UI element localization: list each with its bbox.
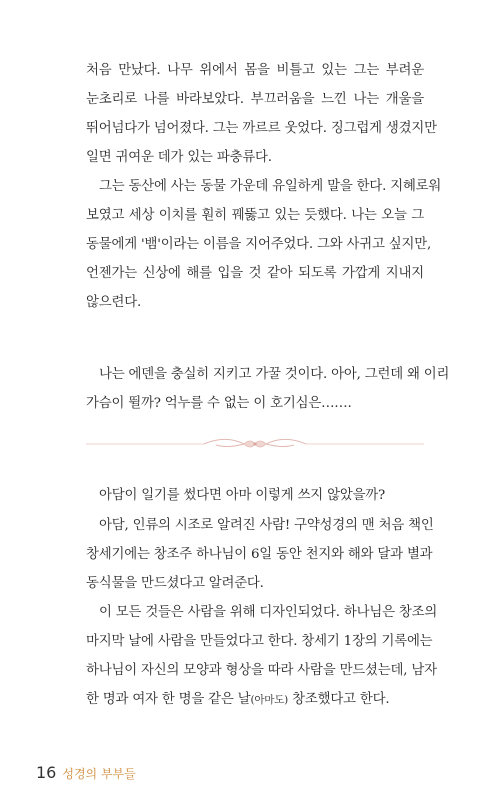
- page-number: 16: [36, 763, 57, 782]
- text-line: [86, 685, 424, 715]
- paragraph-5: [86, 511, 434, 598]
- text-line: 그는 동산에 사는 동물 가운데 유일하게 말을 한다. 지혜로워: [99, 179, 442, 194]
- paragraph-4: [86, 481, 424, 510]
- text-line: 동물에게 '뱀'이라는 이름을 지어주었다. 그와 사귀고 싶지만,: [86, 237, 432, 252]
- running-title: 성경의 부부들: [62, 767, 136, 781]
- text-line: 아담, 인류의 시조로 알려진 사람! 구약성경의 맨 처음 책인: [99, 518, 434, 533]
- paragraph-2: [86, 172, 442, 317]
- text-line: 눈초리로 나를 바라보았다. 부끄러움을 느낀 나는 개울을: [86, 92, 424, 107]
- page-footer: [36, 763, 136, 785]
- paragraph-1: [86, 56, 437, 172]
- text-line: 뛰어넘다가 넘어졌다. 그는 까르르 웃었다. 징그럽게 생겼지만: [86, 121, 437, 136]
- text-span: 한 명과 여자 한 명을 같은 날: [86, 692, 251, 707]
- text-line: 마지막 날에 사람을 만들었다고 한다. 창세기 1장의 기록에는: [86, 634, 433, 649]
- text-line: 나는 에덴을 충실히 지키고 가꿀 것이다. 아아, 그런데 왜 이리: [99, 367, 450, 382]
- paragraph-3: [86, 360, 450, 418]
- text-line: 가슴이 뛸까? 억누를 수 없는 이 호기심은…….: [86, 396, 352, 411]
- text-line: 이 모든 것들은 사람을 위해 디자인되었다. 하나님은 창조의: [99, 605, 438, 620]
- text-line: 아담이 일기를 썼다면 아마 이렇게 쓰지 않았을까?: [99, 488, 386, 503]
- floral-ornament-icon: [86, 436, 424, 452]
- text-line: 창세기에는 창조주 하나님이 6일 동안 천지와 해와 달과 별과: [86, 547, 433, 562]
- text-line: 하나님이 자신의 모양과 형상을 따라 사람을 만드셨는데, 남자: [86, 663, 437, 678]
- text-span: 창조했다고 한다.: [288, 692, 390, 707]
- text-line: 처음 만났다. 나무 위에서 몸을 비틀고 있는 그는 부려운: [86, 63, 424, 78]
- paragraph-6: [86, 598, 438, 715]
- text-line: 언젠가는 신상에 해를 입을 것 같아 되도록 가깝게 지내지: [86, 266, 424, 281]
- text-line: 보였고 세상 이치를 훤히 꿰뚫고 있는 듯했다. 나는 오늘 그: [86, 208, 424, 223]
- text-line: 동식물을 만드셨다고 알려준다.: [86, 576, 264, 591]
- text-line: 일면 귀여운 데가 있는 파충류다.: [86, 150, 272, 165]
- text-line: 않으련다.: [86, 295, 141, 310]
- aside-note: (아마도): [250, 694, 289, 706]
